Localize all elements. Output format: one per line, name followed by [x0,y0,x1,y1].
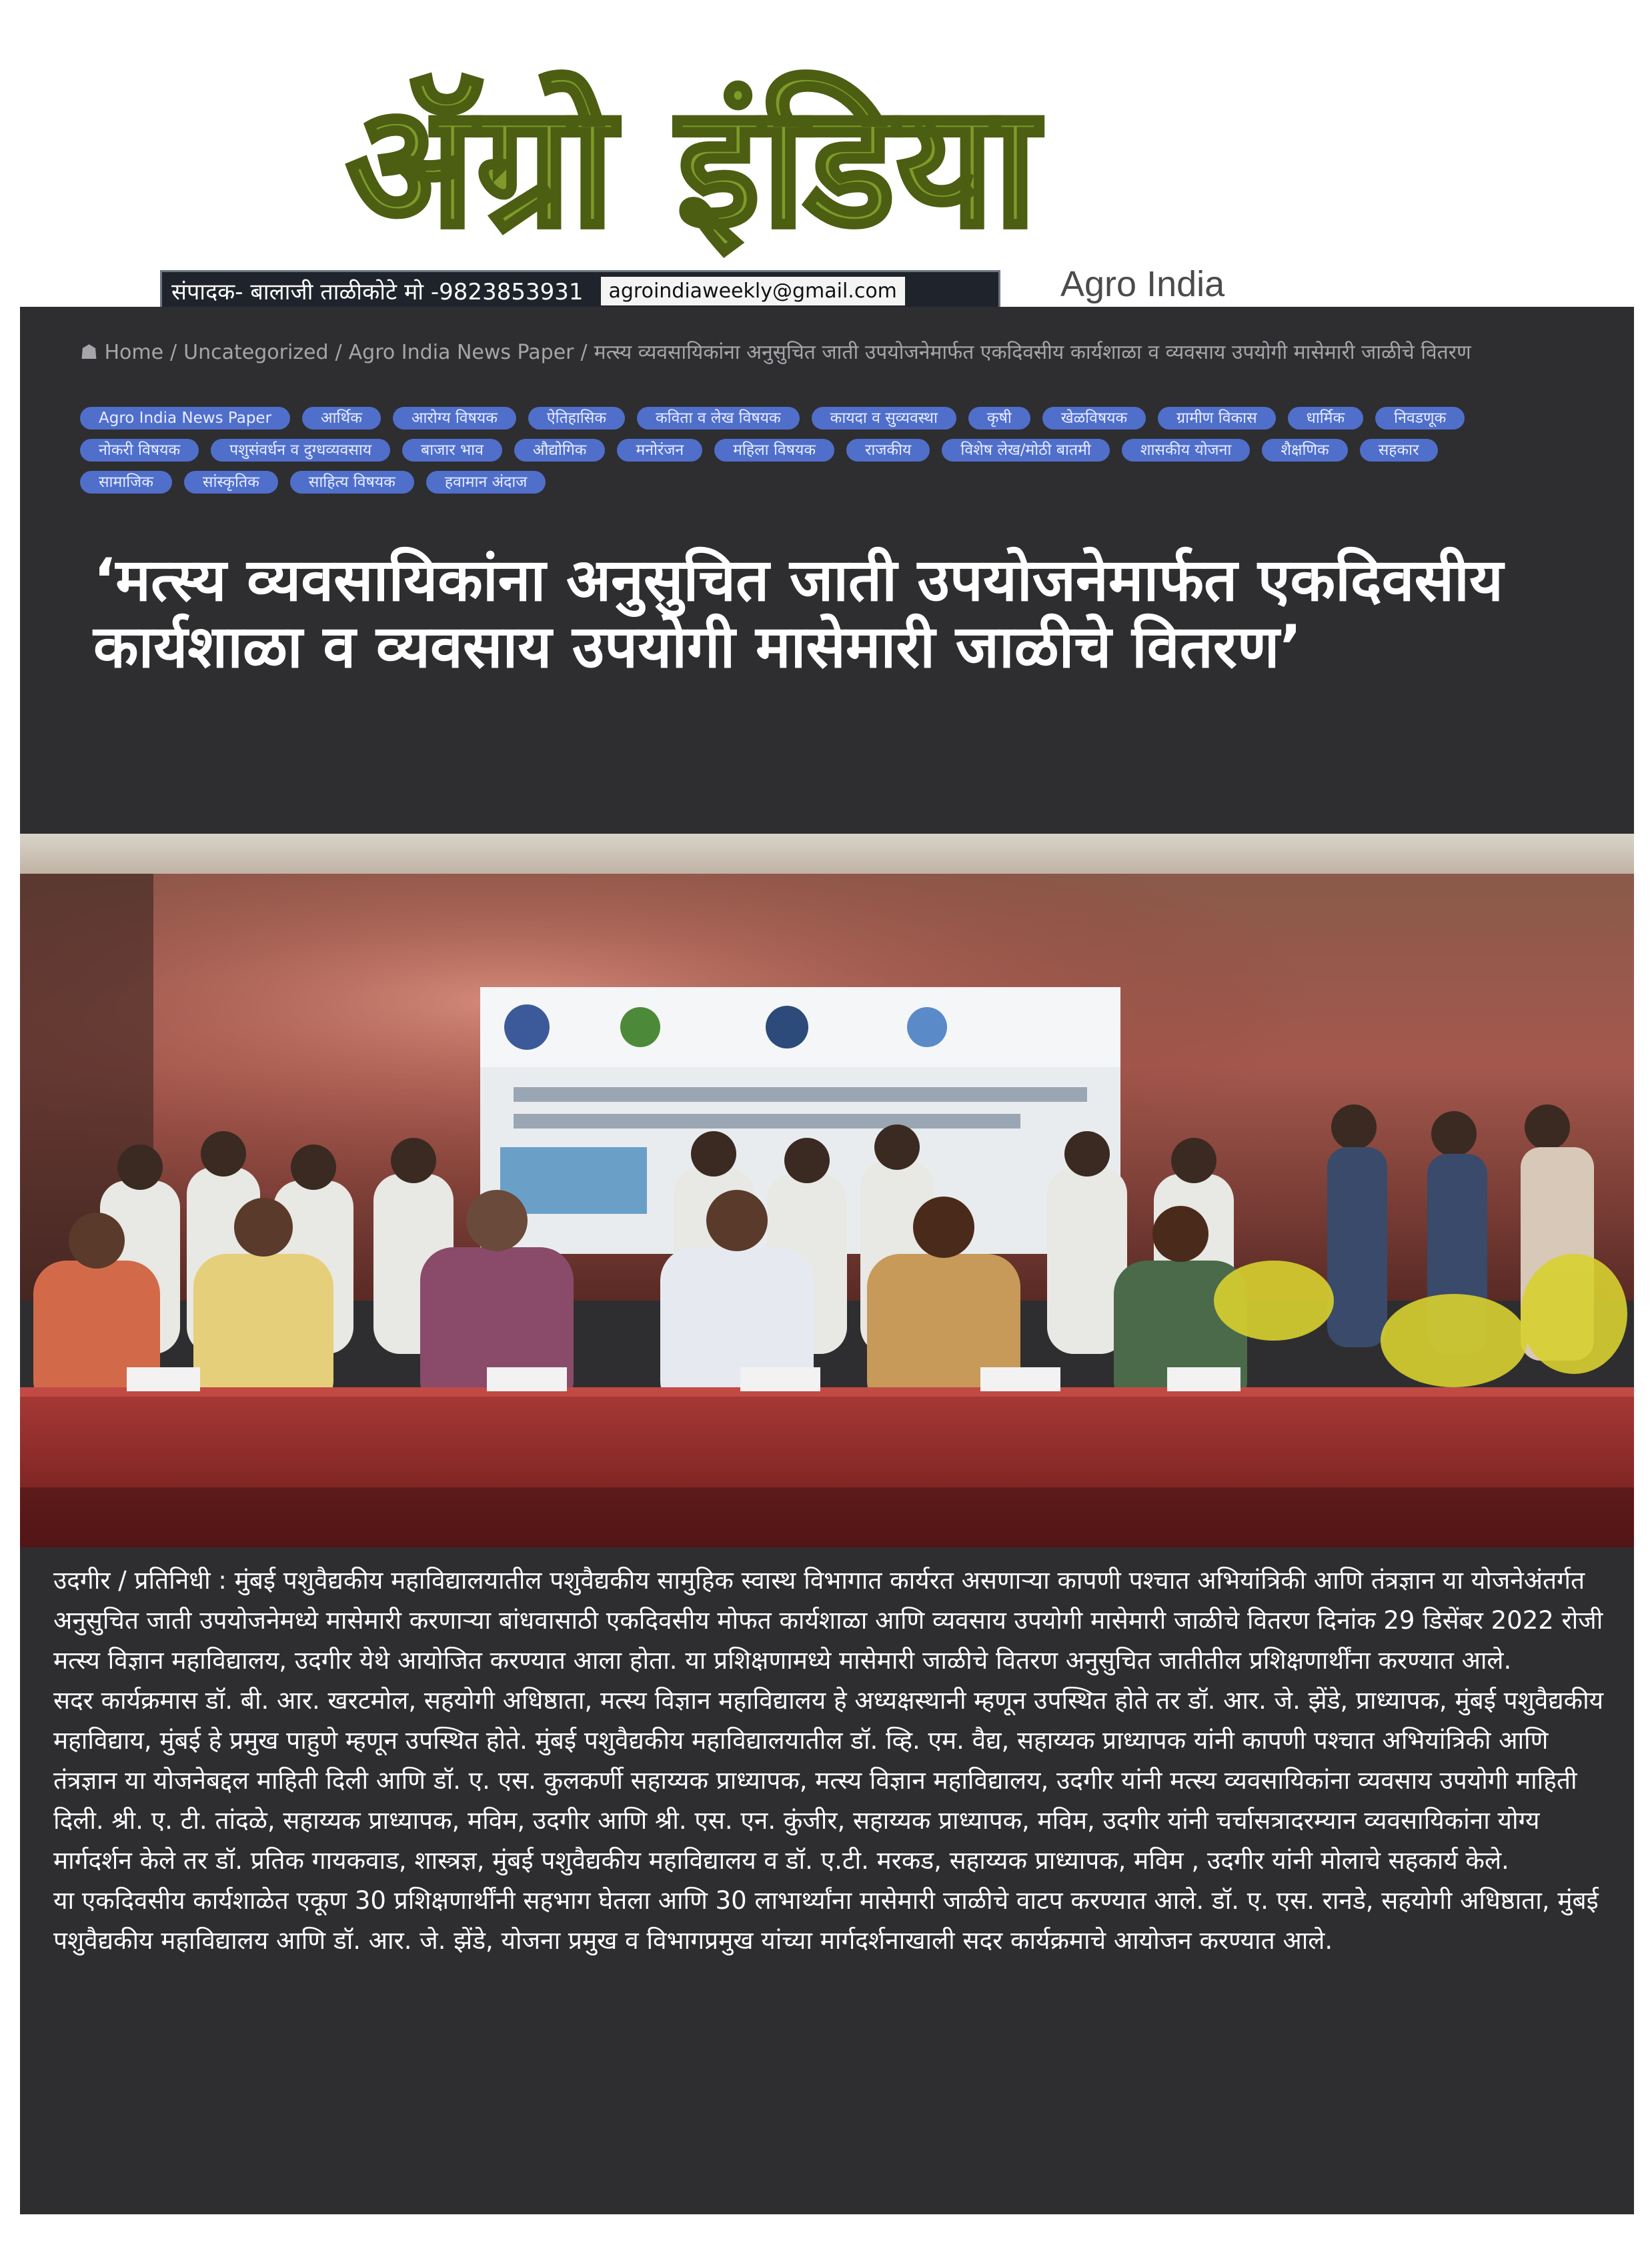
editor-contact: संपादक- बालाजी ताळीकोटे मो -9823853931 [171,279,584,305]
category-tags [80,407,1534,494]
category-tag[interactable]: ग्रामीण विकास [1158,407,1276,430]
category-tag[interactable]: मनोरंजन [617,439,702,462]
category-tag[interactable]: शासकीय योजना [1122,439,1251,462]
breadcrumb-current: मत्स्य व्यवसायिकांना अनुसुचित जाती उपयोजनेमार्फत एकदिवसीय कार्यशाळा व व्यवसाय उपयोगी मासेमारी जाळीचे वितरण [594,341,1471,364]
category-tag[interactable]: सहकार [1360,439,1438,462]
newspaper-logo [347,67,1347,273]
category-tag[interactable]: कृषी [968,407,1030,430]
category-tag[interactable]: महिला विषयक [714,439,834,462]
category-tag[interactable]: औद्योगिक [514,439,606,462]
category-tag[interactable]: विशेष लेख/मोठी बातमी [942,439,1109,462]
breadcrumb-home[interactable]: Home [104,341,164,364]
masthead [160,40,1361,307]
category-tag[interactable]: कविता व लेख विषयक [637,407,800,430]
category-tag[interactable]: नोकरी विषयक [80,439,199,462]
category-tag[interactable]: शैक्षणिक [1262,439,1347,462]
email-address: agroindiaweekly@gmail.com [601,277,905,305]
category-tag[interactable]: आरोग्य विषयक [393,407,516,430]
article-headline: ‘मत्स्य व्यवसायिकांना अनुसुचित जाती उपयोजनेमार्फत एकदिवसीय कार्यशाळा व व्यवसाय उपयोगी मासेमारी जाळीचे वितरण’ [93,546,1503,681]
breadcrumb-category[interactable]: Uncategorized [183,341,329,364]
category-tag[interactable]: पशुसंवर्धन व दुग्धव्यवसाय [211,439,390,462]
article-paragraph: उदगीर / प्रतिनिधी : मुंबई पशुवैद्यकीय महाविद्यालयातील पशुवैद्यकीय सामुहिक स्वास्थ विभागात कार्यरत असणाऱ्या कापणी पश्चात अभियांत्रिकी आणि तंत्रज्ञान या योजनेअंतर्गत अनुसुचित जाती उपयोजनेमध्ये मासेमारी करणाऱ्या बांधवासाठी एकदिवसीय मोफत कार्यशाळा आणि व्यवसाय उपयोगी मासेमारी जाळीचे वितरण दिनांक 29 डिसेंबर 2022 रोजी मत्स्य विज्ञान महाविद्यालय, उदगीर येथे आयोजित करण्यात आला होता. या प्रशिक्षणामध्ये मासेमारी जाळीचे वितरण अनुसुचित जातीतील प्रशिक्षणार्थींना करण्यात आले. [53,1566,1603,1675]
breadcrumb-separator: / [170,341,177,364]
contact-bar [160,270,1000,311]
breadcrumb-separator: / [580,341,588,364]
category-tag[interactable]: बाजार भाव [402,439,502,462]
category-tag[interactable]: साहित्य विषयक [290,471,414,494]
news-clipping [20,307,1634,2214]
category-tag[interactable]: सांस्कृतिक [184,471,278,494]
home-icon[interactable]: ☗ [80,341,98,364]
category-tag[interactable]: निवडणूक [1375,407,1465,430]
category-tag[interactable]: धार्मिक [1288,407,1363,430]
logo-text: ॲग्रो इंडिया [347,69,1040,263]
article-body [53,1561,1607,1961]
category-tag[interactable]: खेळविषयक [1042,407,1146,430]
category-tag[interactable]: आर्थिक [302,407,381,430]
category-tag[interactable]: Agro India News Paper [80,407,290,430]
breadcrumb-section[interactable]: Agro India News Paper [348,341,574,364]
breadcrumb-separator: / [335,341,342,364]
article-paragraph: या एकदिवसीय कार्यशाळेत एकूण 30 प्रशिक्षणार्थींनी सहभाग घेतला आणि 30 लाभार्थ्यांना मासेमारी जाळीचे वाटप करण्यात आले. डॉ. ए. एस. रानडे, सहयोगी अधिष्ठाता, मुंबई पशुवैद्यकीय महाविद्यालय आणि डॉ. आर. जे. झेंडे, योजना प्रमुख व विभागप्रमुख यांच्या मार्गदर्शनाखाली सदर कार्यक्रमाचे आयोजन करण्यात आले. [53,1886,1599,1955]
category-tag[interactable]: हवामान अंदाज [426,471,546,494]
brand-name-english: Agro India [1060,264,1225,304]
category-tag[interactable]: राजकीय [846,439,930,462]
event-photo [20,834,1634,1547]
article-paragraph: सदर कार्यक्रमास डॉ. बी. आर. खरटमोल, सहयोगी अधिष्ठाता, मत्स्य विज्ञान महाविद्यालय हे अध्यक्षस्थानी म्हणून उपस्थित होते तर डॉ. आर. जे. झेंडे, प्राध्यापक, मुंबई पशुवैद्यकीय महाविद्याय, मुंबई हे प्रमुख पाहुणे म्हणून उपस्थित होते. मुंबई पशुवैद्यकीय महाविद्यालयातील डॉ. व्हि. एम. वैद्य, सहाय्यक प्राध्यापक यांनी कापणी पश्चात अभियांत्रिकी आणि तंत्रज्ञान या योजनेबद्दल माहिती दिली आणि डॉ. ए. एस. कुलकर्णी सहाय्यक प्राध्यापक, मत्स्य विज्ञान महाविद्यालय, उदगीर यांनी मत्स्य व्यवसायिकांना व्यवसाय उपयोगी माहिती दिली. श्री. ए. टी. तांदळे, सहाय्यक प्राध्यापक, मविम, उदगीर आणि श्री. एस. एन. कुंजीर, सहाय्यक प्राध्यापक, मविम, उदगीर यांनी चर्चासत्रादरम्यान व्यवसायिकांना योग्य मार्गदर्शन केले तर डॉ. प्रतिक गायकवाड, शास्त्रज्ञ, मुंबई पशुवैद्यकीय महाविद्यालय व डॉ. ए.टी. मरकड, सहाय्यक प्राध्यापक, मविम , उदगीर यांनी मोलाचे सहकार्य केले. [53,1686,1604,1875]
category-tag[interactable]: ऐतिहासिक [528,407,625,430]
category-tag[interactable]: सामाजिक [80,471,172,494]
category-tag[interactable]: कायदा व सुव्यवस्था [812,407,956,430]
breadcrumb [80,340,1567,365]
